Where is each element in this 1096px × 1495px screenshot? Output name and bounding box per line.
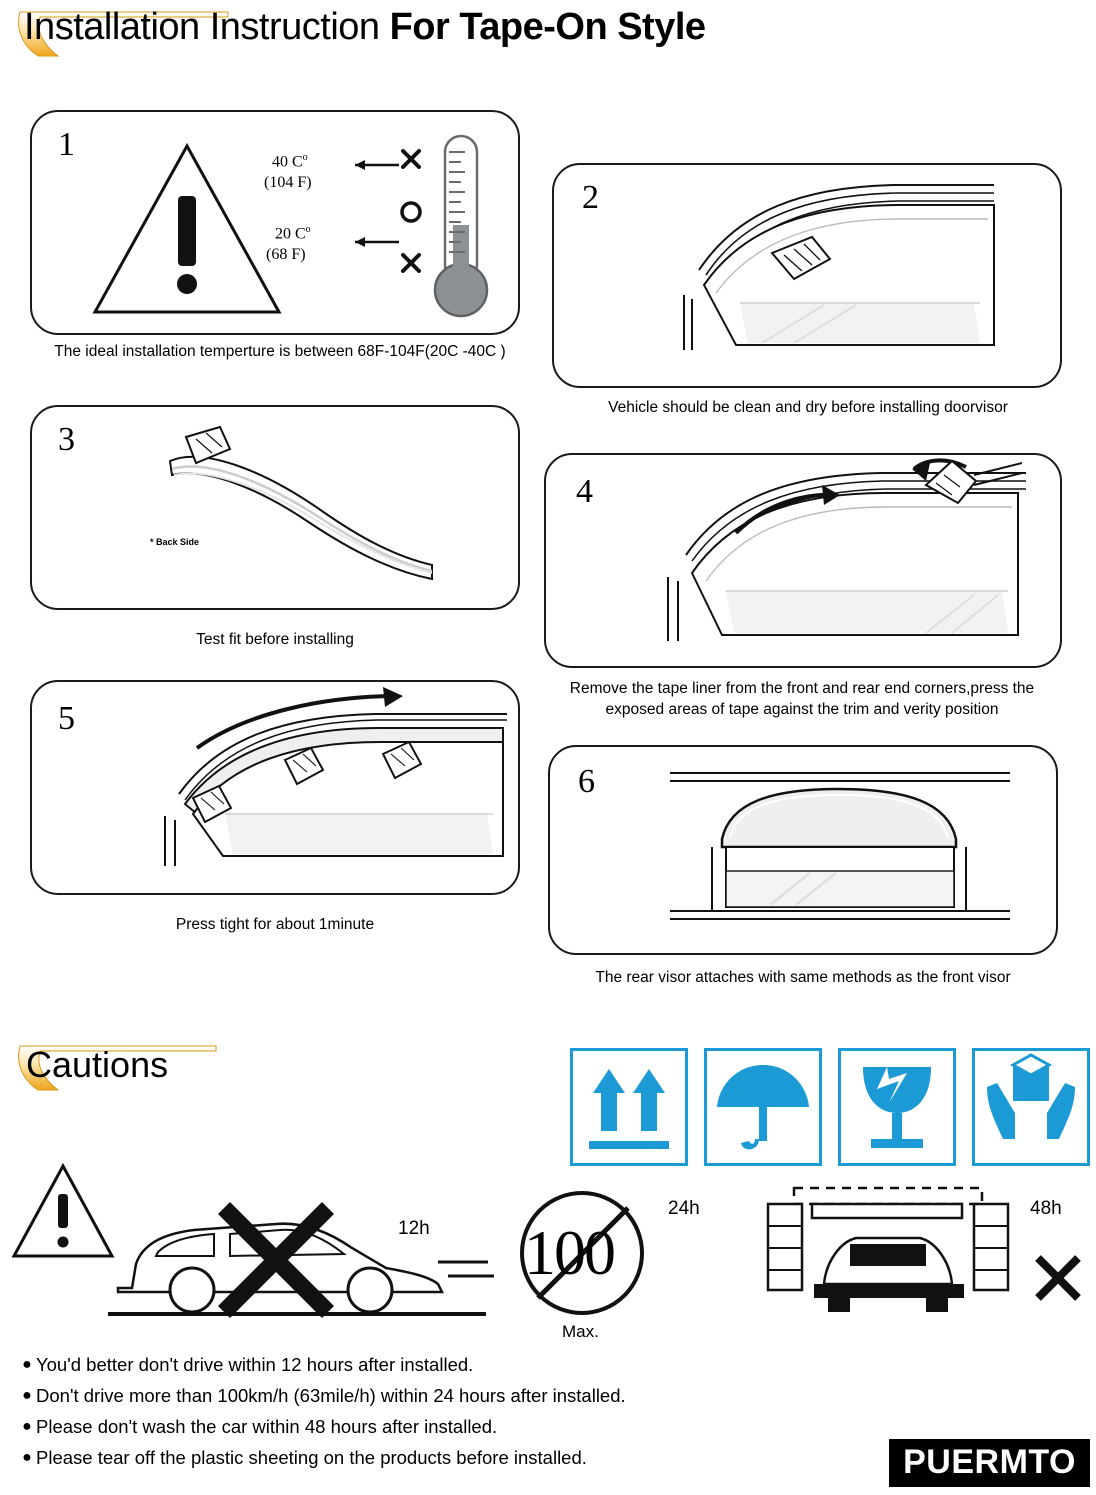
this-way-up-icon (573, 1051, 685, 1163)
brand-logo: PUERMTO (889, 1439, 1090, 1487)
step-2-caption: Vehicle should be clean and dry before installing doorvisor (608, 399, 1008, 416)
list-item (18, 1414, 808, 1440)
step-2-box (552, 163, 1062, 388)
list-item (18, 1352, 808, 1378)
temp-low-fahrenheit-label: (68 F) (266, 246, 306, 263)
no-car-wash-illustration (754, 1180, 1024, 1325)
temp-high-celsius-label: 40 $C^o$ (272, 152, 308, 171)
list-item (18, 1445, 808, 1471)
no-drive-12h-illustration (8, 1160, 518, 1330)
bullet-dot-icon: ● (22, 1449, 32, 1466)
bullet-text: Please don't wash the car within 48 hours after installed. (36, 1416, 498, 1437)
bullet-text: You'd better don't drive within 12 hours after installed. (36, 1354, 474, 1375)
page-title (24, 6, 706, 49)
step-1-box (30, 110, 520, 335)
bullet-dot-icon: ● (22, 1387, 32, 1404)
visor-test-fit-illustration (142, 419, 482, 589)
step-6-box (548, 745, 1058, 955)
bullet-text: Please tear off the plastic sheeting on the products before installed. (36, 1447, 587, 1468)
bullet-dot-icon: ● (22, 1418, 32, 1435)
step-6-number: 6 (578, 763, 595, 800)
keep-dry-umbrella-icon (707, 1051, 819, 1163)
this-way-up-icon-box (570, 1048, 688, 1166)
step-2-number: 2 (582, 179, 599, 216)
thermometer-diagram (337, 130, 512, 325)
back-side-note: * Back Side (150, 537, 200, 547)
wash-hours-label: 48h (1030, 1198, 1062, 1219)
step-3-number: 3 (58, 421, 75, 458)
speed-limit-value: 100 (524, 1217, 614, 1288)
handle-with-care-icon (975, 1051, 1087, 1163)
step-3-caption: Test fit before installing (196, 631, 354, 648)
page-title-plain: Installation Instruction (24, 6, 390, 48)
no-drive-hours-label: 12h (398, 1218, 430, 1239)
temp-high-fahrenheit-label: (104 F) (264, 174, 312, 191)
page-title-bold: For Tape-On Style (389, 6, 706, 48)
cautions-title: Cautions (26, 1044, 169, 1085)
page-header (0, 0, 1096, 70)
step-5-box (30, 680, 520, 895)
fragile-glass-icon (841, 1051, 953, 1163)
step-5-number: 5 (58, 700, 75, 737)
step-1-number: 1 (58, 126, 75, 163)
speed-hours-label: 24h (668, 1198, 700, 1219)
step-3-box (30, 405, 520, 610)
bullet-dot-icon: ● (22, 1356, 32, 1373)
temp-high-celsius-value: 40 C (272, 153, 303, 171)
bullet-text: Don't drive more than 100km/h (63mile/h) within 24 hours after installed. (36, 1385, 626, 1406)
step-6-caption: The rear visor attaches with same methods as the front visor (595, 969, 1011, 986)
keep-dry-umbrella-icon-box (704, 1048, 822, 1166)
temp-low-celsius-label: 20 $C^o$ (275, 224, 311, 243)
step-4-number: 4 (576, 473, 593, 510)
list-item (18, 1383, 808, 1409)
step-5-caption: Press tight for about 1minute (175, 916, 375, 933)
step-1-caption: The ideal installation temperture is between 68F-104F(20C -40C ) (54, 343, 506, 360)
step-4-box (544, 453, 1062, 668)
temp-low-celsius-value: 20 C (275, 225, 306, 243)
fragile-glass-icon-box (838, 1048, 956, 1166)
step-4-caption: Remove the tape liner from the front and rear end corners,press the exposed areas of tape against the trim and verity position (569, 680, 1035, 718)
speed-max-label: Max. (562, 1322, 599, 1341)
press-tight-illustration (127, 686, 527, 886)
warning-triangle-icon (87, 134, 287, 324)
tape-liner-removal-illustration (626, 455, 1056, 667)
no-wash-x-icon (1032, 1252, 1084, 1304)
cautions-bullet-list (18, 1352, 808, 1476)
car-window-cleaning-illustration (644, 175, 1044, 385)
handle-with-care-icon-box (972, 1048, 1090, 1166)
rear-visor-illustration (660, 759, 1020, 939)
